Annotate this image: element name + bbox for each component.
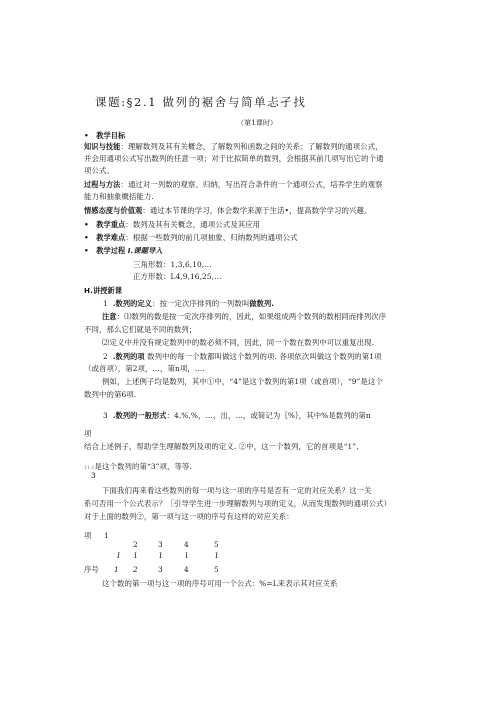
note-text: ：⑴数列的数是按一定次序排列的，因此，如果组成两个数列的数相同而排列次序 xyxy=(116,312,387,321)
def1-line xyxy=(103,299,274,309)
discuss-line-3: 对于上面的数列②，第一项与这一项的序号有这样的对应关系： xyxy=(84,512,294,521)
table-index-label: 序号 xyxy=(84,565,99,574)
def3-text: ：4,%,%，…，出，…，或简记为｛%｝，其中%是数列的第n xyxy=(166,411,371,420)
table-index-1: 1 xyxy=(114,565,119,574)
goals-heading xyxy=(84,131,125,141)
table-term-5: 5 xyxy=(214,540,219,549)
def1-label: .数列的定义 xyxy=(112,299,152,308)
process-label: 过程与方法 xyxy=(84,180,121,189)
fraction-text: 是这个数列的第“3”项，等等. xyxy=(94,462,192,471)
table-term-2: 2 xyxy=(133,540,138,549)
table-term-3: 3 xyxy=(158,540,163,549)
knowledge-line-2: 并会用通项公式写出数列的任意一项；对于比拟简单的数列，会根据其前几项写出它的个通 xyxy=(84,154,384,163)
square-numbers: 正方形数：L4,9,16,25,… xyxy=(133,272,222,281)
def3-line xyxy=(103,411,371,421)
goals-heading-text: 教学目标 xyxy=(96,131,126,140)
last-line: 这个数的第一项与这一项的序号可用一个公式：%=L来表示其对应关系 xyxy=(102,579,338,588)
arrow-1: I xyxy=(117,551,120,560)
def1-term: 做数列. xyxy=(249,299,275,308)
def2-label: .数列的项 xyxy=(112,352,145,361)
arrow-3: I xyxy=(159,551,162,560)
def3-tail: 项 xyxy=(84,429,92,438)
note-line-2: 不同，那么它们就是不同的数列； xyxy=(84,325,197,334)
discuss-line-1: 下面我们再来看这些数列的每一项与这一项的序号是否有一定的对应关系？这一关 xyxy=(102,486,372,495)
bullet-icon: • xyxy=(84,220,89,229)
process-line-2: 能力和抽象概括能力. xyxy=(84,192,154,201)
table-term-1: 1 xyxy=(104,531,109,540)
process-line-1 xyxy=(84,180,383,190)
knowledge-line-1 xyxy=(84,142,383,152)
difficulty-line xyxy=(84,233,298,243)
arrow-2: I xyxy=(134,551,137,560)
emotion-line xyxy=(84,206,372,216)
process2-line xyxy=(84,246,163,256)
def2-line-1 xyxy=(103,352,382,362)
process-text: ：通过对一列数的观察、归纳，写出符合条件的一个通项公式，培养学生的观察 xyxy=(120,180,383,189)
def1-text: ：按一定次序排列的一列数叫 xyxy=(152,299,250,308)
key-line xyxy=(84,220,260,230)
knowledge-line-3: 项公式。 xyxy=(84,166,114,175)
lesson-subtitle: （第1课时） xyxy=(237,119,278,127)
def2-num: 2 xyxy=(103,352,108,361)
bullet-icon: • xyxy=(84,246,89,255)
emotion-label: 情感态度与价值观 xyxy=(84,206,143,215)
bullet-icon: • xyxy=(84,131,89,140)
example-line-1: 例如，上述例子均是数列，其中①中，“4”是这个数列的第1项（或首项），“9”是这个 xyxy=(102,377,383,386)
discuss-line-2: 系可否用一个公式表示？［引导学生进一步理解数列与项的定义，从而发现数列的通项公式） xyxy=(84,499,392,508)
def1-num: 1 xyxy=(103,299,108,308)
fraction-line xyxy=(84,462,192,474)
def3-label: .数列的一般形式 xyxy=(112,411,167,420)
table-index-4: 4 xyxy=(184,565,189,574)
key-label: 教学重点 xyxy=(96,220,126,229)
table-index-5: 5 xyxy=(214,565,219,574)
difficulty-label: 教学难点 xyxy=(96,233,126,242)
new-lesson-heading xyxy=(84,286,122,296)
table-term-4: 4 xyxy=(184,540,189,549)
difficulty-text: ：根据一些数列的前几项抽象、归纳数列的通项公式 xyxy=(125,233,298,242)
def3-num: 3 xyxy=(103,411,108,420)
fraction-numerator: 11-1 xyxy=(84,466,95,471)
table-index-2: 2 xyxy=(133,565,138,574)
table-index-3: 3 xyxy=(158,565,163,574)
example-line-2: 数列中的第6项. xyxy=(84,390,137,399)
emotion-text: ：通过本节课的学习，体会数学来源于生活•，提高数学学习的兴趣。 xyxy=(142,206,372,215)
process2-label: 教学过程 xyxy=(96,246,126,255)
triangle-numbers: 三角形数：1,3,6,10,… xyxy=(133,260,212,269)
combine-line: 结合上述例子，帮助学生理解数列及项的定义. ②中，这一个数列，它的首项是“1”, xyxy=(84,442,359,451)
key-text: ：数列及其有关概念，通项公式及其应用 xyxy=(125,220,261,229)
knowledge-label: 知识与技能 xyxy=(84,142,121,151)
fraction-denominator: 3 xyxy=(91,471,96,480)
arrow-5: I xyxy=(215,551,218,560)
table-term-label: 项 xyxy=(84,531,92,540)
lesson-title: 课题:§2.1 做列的裾舍与简单忐孑找 xyxy=(95,95,307,109)
bullet-icon: • xyxy=(84,233,89,242)
knowledge-text: ：理解数列及其有关概念，了解数列和函数之间的关系；了解数列的通项公式， xyxy=(120,142,383,151)
note2-line: ⑵定义中并没有规定数列中的数必须不同，因此，同一个数在数列中可以重复出现. xyxy=(102,338,375,347)
new-lesson-text: H.讲授新课 xyxy=(84,286,123,295)
note-line-1 xyxy=(102,312,386,322)
def2-line-2: （或首项），第2项，…，第n项，…. xyxy=(84,364,205,373)
intro-heading: I.课题导入 xyxy=(127,246,163,255)
def2-text: 数列中的每一个数都叫做这个数列的项. 各项依次叫做这个数列的第1项 xyxy=(147,352,382,361)
note-label: 注意 xyxy=(102,312,117,321)
arrow-4: I xyxy=(185,551,188,560)
